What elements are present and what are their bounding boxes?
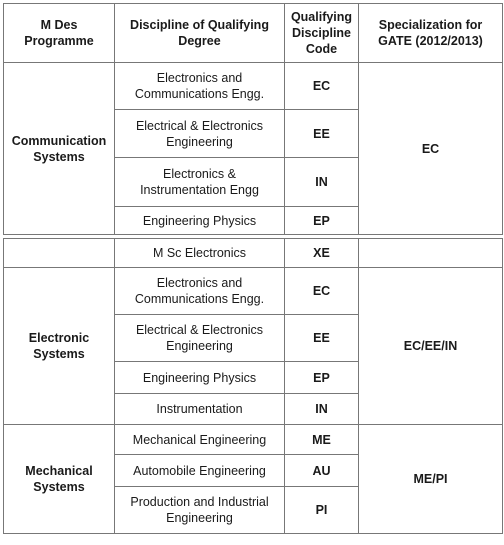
- specialization-mechanical: ME/PI: [359, 425, 503, 534]
- empty-cell: [4, 239, 115, 268]
- discipline-cell: Electronics and Communications Engg.: [115, 63, 285, 110]
- code-cell: PI: [285, 487, 359, 534]
- discipline-cell: Engineering Physics: [115, 362, 285, 394]
- table-row: [4, 63, 503, 110]
- discipline-cell: M Sc Electronics: [115, 239, 285, 268]
- discipline-cell: Electrical & Electronics Engineering: [115, 315, 285, 362]
- discipline-cell: Electrical & Electronics Engineering: [115, 110, 285, 158]
- discipline-cell: Electronics and Communications Engg.: [115, 268, 285, 315]
- discipline-cell: Production and Industrial Engineering: [115, 487, 285, 534]
- discipline-cell: Engineering Physics: [115, 207, 285, 235]
- discipline-cell: Mechanical Engineering: [115, 425, 285, 455]
- discipline-cell: Electronics & Instrumentation Engg: [115, 158, 285, 207]
- discipline-cell: Automobile Engineering: [115, 455, 285, 487]
- programme-communication-systems: Communication Systems: [4, 63, 115, 235]
- code-cell: EP: [285, 207, 359, 235]
- code-cell: EE: [285, 110, 359, 158]
- code-cell: AU: [285, 455, 359, 487]
- code-cell: XE: [285, 239, 359, 268]
- code-cell: EP: [285, 362, 359, 394]
- code-cell: IN: [285, 394, 359, 425]
- header-discipline: Discipline of Qualifying Degree: [115, 4, 285, 63]
- code-cell: EC: [285, 268, 359, 315]
- code-cell: EC: [285, 63, 359, 110]
- table-row: [4, 239, 503, 268]
- header-row: [4, 4, 503, 63]
- admission-eligibility-document: [3, 3, 502, 534]
- header-code: Qualifying Discipline Code: [285, 4, 359, 63]
- code-cell: IN: [285, 158, 359, 207]
- header-programme: M Des Programme: [4, 4, 115, 63]
- specialization-communication: EC: [359, 63, 503, 235]
- programme-electronic-systems: Electronic Systems: [4, 268, 115, 425]
- programme-mechanical-systems: Mechanical Systems: [4, 425, 115, 534]
- communication-systems-table: [3, 3, 503, 235]
- specialization-electronic: EC/EE/IN: [359, 268, 503, 425]
- table-row: [4, 268, 503, 315]
- electronic-mechanical-table: [3, 238, 503, 534]
- discipline-cell: Instrumentation: [115, 394, 285, 425]
- table-row: [4, 425, 503, 455]
- code-cell: ME: [285, 425, 359, 455]
- empty-cell: [359, 239, 503, 268]
- header-specialization: Specialization for GATE (2012/2013): [359, 4, 503, 63]
- code-cell: EE: [285, 315, 359, 362]
